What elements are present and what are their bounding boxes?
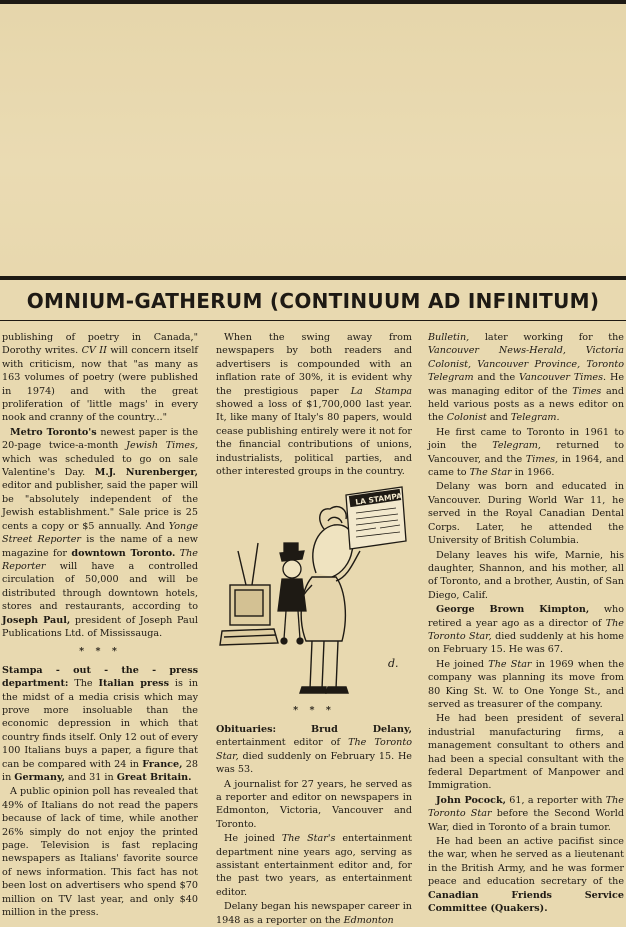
section-divider: * * * — [293, 705, 335, 717]
paragraph: Obituaries: Brud Delany, entertainment editor of The Toronto Star, died suddenly on February 15. He was 53. — [216, 723, 412, 776]
column-3 — [428, 331, 625, 915]
headline-top-rule — [0, 276, 626, 280]
paragraph: A public opinion poll has revealed that 49% of Italians do not read the papers because of lack of time, while another 26% simply do not enjoy the printed page. Television is fast replacing newspapers as Italians' favorite source of news information. This fact has not been lost on advertisers who spend $70 million on TV last year, and only $40 million in the press. — [2, 786, 198, 919]
headline-bottom-rule — [0, 320, 626, 321]
paragraph: John Pocock, 61, a reporter with The Toronto Star before the Second World War, died in Toronto of a brain tumor. — [428, 794, 624, 833]
artist-signature: d. — [388, 657, 399, 671]
paragraph: Delany was born and educated in Vancouver. During World War 11, he served in the Royal Canadian Dental Corps. Later, he attended the University of British Columbia. — [428, 481, 624, 547]
paragraph: He had been president of several industrial manufacturing firms, a management consultant to others and had been a special consultant with the federal Department of Manpower and Immigration. — [428, 713, 624, 792]
paragraph: When the swing away from newspapers by both readers and advertisers is compounded with an inflation rate of 30%, it is evident why the prestigious paper La Stampa showed a loss of $1,700,000 last year. It, like many of Italy's 80 papers, would cease publishing entirely were it not for the financial contributions of unions, industrialists, political parties, and other interested groups in the country. — [216, 332, 413, 478]
tv-set-icon — [220, 543, 278, 645]
paragraph: Metro Toronto's newest paper is the 20-page twice-a-month Jewish Times, which was scheduled to go on sale Valentine's Day. M.J. Nurenberger, editor and publisher, said the paper will be "absolutely independent of the Jewish establishment." Sale price is 25 cents a copy or $5 annually. And Yonge Street Reporter is the name of a new magazine for downtown Toronto. The Reporter will have a controlled circulation of 50,000 and will be distributed through downtown hotels, stores and restaurants, according to Joseph Paul, president of Joseph Paul Publications Ltd. of Mississauga. — [2, 426, 198, 639]
column-2 — [216, 331, 413, 926]
section-divider: * * * — [79, 646, 121, 658]
paragraph: He first came to Toronto in 1961 to join the Telegram, returned to Vancouver, and the Times, in 1964, and came to The Star in 1966. — [428, 426, 625, 479]
column-1 — [2, 331, 199, 919]
paragraph: publishing of poetry in Canada," Dorothy writes. CV II will concern itself with criticism, now that "as many as 163 volumes of poetry (were published in 1974) and with the great proliferation of 'little mags' in every nook and cranny of the country..." — [2, 332, 198, 424]
paragraph: Bulletin, later working for the Vancouver News-Herald, Victoria Colonist, Vancouver Province, Toronto Telegram and the Vancouver Times. He was managing editor of the Times and held various posts as a news editor on the Colonist and Telegram. — [428, 332, 624, 424]
newspaper-masthead: LA STAMPA — [354, 491, 403, 508]
paragraph: Delany leaves his wife, Marnie, his daughter, Shannon, and his mother, all of Toronto, and a brother, Austin, of San Diego, Calif. — [428, 549, 624, 601]
paragraph: George Brown Kimpton, who retired a year ago as a director of The Toronto Star, died suddenly at his home on February 15. He was 67. — [428, 604, 625, 656]
paragraph: Delany began his newspaper career in 1948 as a reporter on the Edmonton — [216, 901, 412, 926]
paragraph: He joined The Star in 1969 when the company was planning its move from 80 King St. W. to One Yonge St., and served as treasurer of the company. — [428, 658, 624, 710]
blank-page-area — [0, 4, 626, 276]
paragraph: Stampa - out - the - press department: The Italian press is in the midst of a media crisis which may prove more insoluable than the economic depression in which that country finds itself. Only 12 out of every 100 Italians buys a paper, a figure that can be compared with 24 in France, 28 in Germany, and 31 in Great Britain. — [2, 664, 199, 783]
cartoon-illustration — [216, 481, 412, 699]
paragraph: He joined The Star's entertainment department nine years ago, serving as assistant entertainment editor and, for the past two years, as entertainment editor. — [216, 833, 412, 898]
paragraph: A journalist for 27 years, he served as a reporter and editor on newspapers in Edmonton, Victoria, Vancouver and Toronto. — [216, 778, 412, 830]
paragraph: He had been an active pacifist since the war, when he served as a lieutenant in the British Army, and he was former peace and education secretary of the Canadian Friends Service Committee (Quakers). — [428, 836, 624, 915]
page-headline: OMNIUM-GATHERUM (CONTINUUM AD INFINITUM) — [26, 289, 600, 313]
